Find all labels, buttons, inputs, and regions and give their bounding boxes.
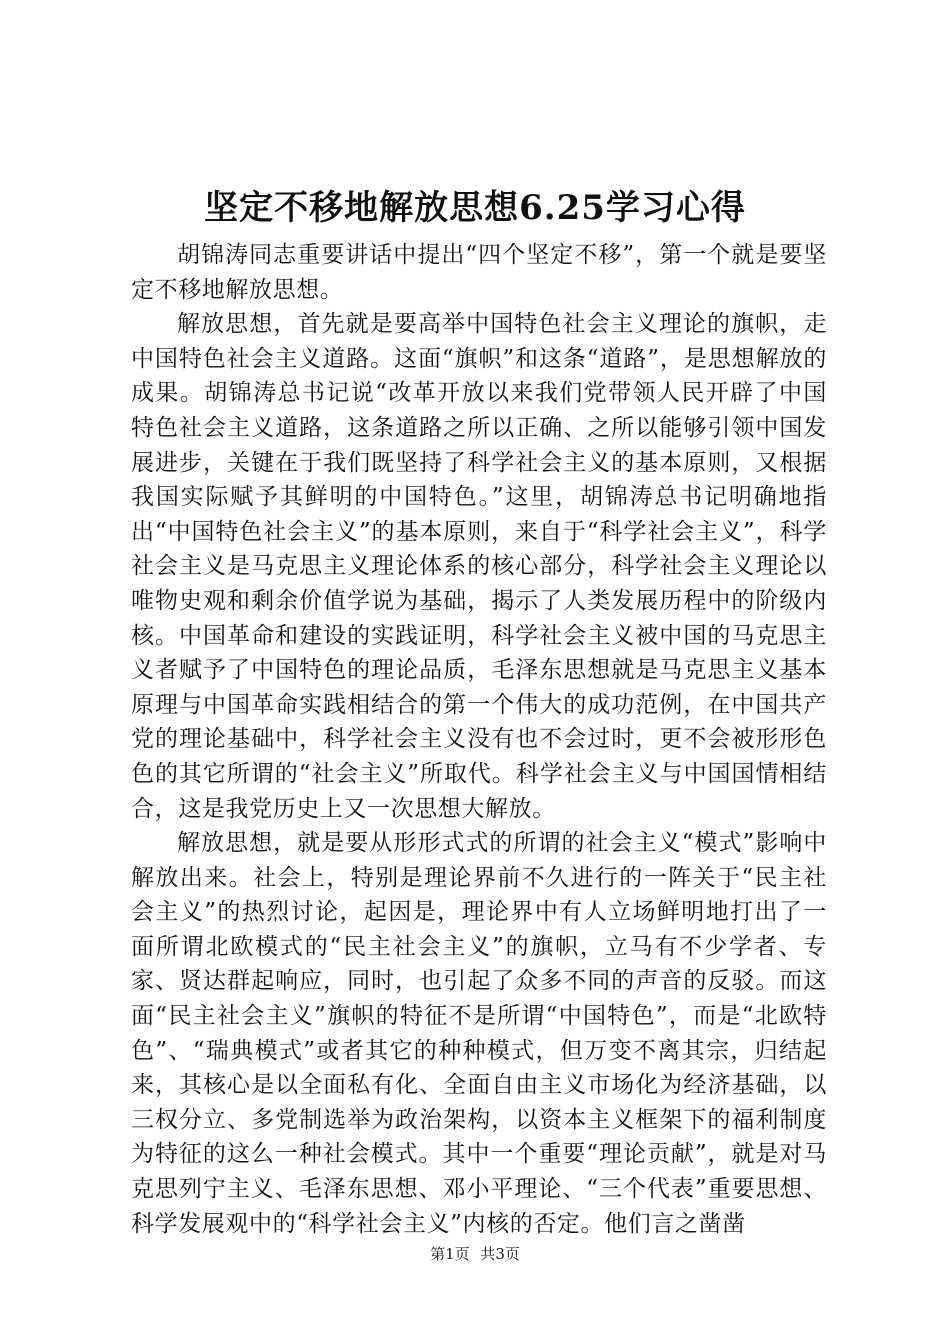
paragraph: 解放思想，就是要从形形式式的所谓的社会主义“模式”影响中解放出来。社会上，特别是理论界前不久进行的一阵关于“民主社会主义”的热烈讨论，起因是，理论界中有人立场鲜明地打出了一面所谓北欧模式的“民主社会主义”的旗帜，立马有不少学者、专家、贤达群起响应，同时，也引起了众多不同的声音的反驳。而这面“民主社会主义”旗帜的特征不是所谓“中国特色”，而是“北欧特色”、“瑞典模式”或者其它的种种模式，但万变不离其宗，归结起来，其核心是以全面私有化、全面自由主义市场化为经济基础，以三权分立、多党制选举为政治架构，以资本主义框架下的福利制度为特征的这么一种社会模式。其中一个重要“理论贡献”，就是对马克思列宁主义、毛泽东思想、邓小平理论、“三个代表”重要思想、科学发展观中的“科学社会主义”内核的否定。他们言之凿凿 xyxy=(131,830,827,1237)
paragraph: 胡锦涛同志重要讲话中提出“四个坚定不移”，第一个就是要坚定不移地解放思想。 xyxy=(131,242,827,303)
paragraph: 解放思想，首先就是要高举中国特色社会主义理论的旗帜，走中国特色社会主义道路。这面“旗帜”和这条“道路”，是思想解放的成果。胡锦涛总书记说“改革开放以来我们党带领人民开辟了中国特色社会主义道路，这条道路之所以正确、之所以能够引领中国发展进步，关键在于我们既坚持了科学社会主义的基本原则，又根据我国实际赋予其鲜明的中国特色。”这里，胡锦涛总书记明确地指出“中国特色社会主义”的基本原则，来自于“科学社会主义”，科学社会主义是马克思主义理论体系的核心部分，科学社会主义理论以唯物史观和剩余价值学说为基础，揭示了人类发展历程中的阶级内核。中国革命和建设的实践证明，科学社会主义被中国的马克思主义者赋予了中国特色的理论品质，毛泽东思想就是马克思主义基本原理与中国革命实践相结合的第一个伟大的成功范例，在中国共产党的理论基础中，科学社会主义没有也不会过时，更不会被形形色色的其它所谓的“社会主义”所取代。科学社会主义与中国国情相结合，这是我党历史上又一次思想大解放。 xyxy=(131,311,827,822)
page-total: 共3页 xyxy=(480,1245,520,1263)
document-body xyxy=(131,238,827,1241)
page-footer xyxy=(0,1243,950,1265)
document-title: 坚定不移地解放思想6.25学习心得 xyxy=(204,188,746,228)
page-number: 第1页 xyxy=(430,1245,470,1263)
